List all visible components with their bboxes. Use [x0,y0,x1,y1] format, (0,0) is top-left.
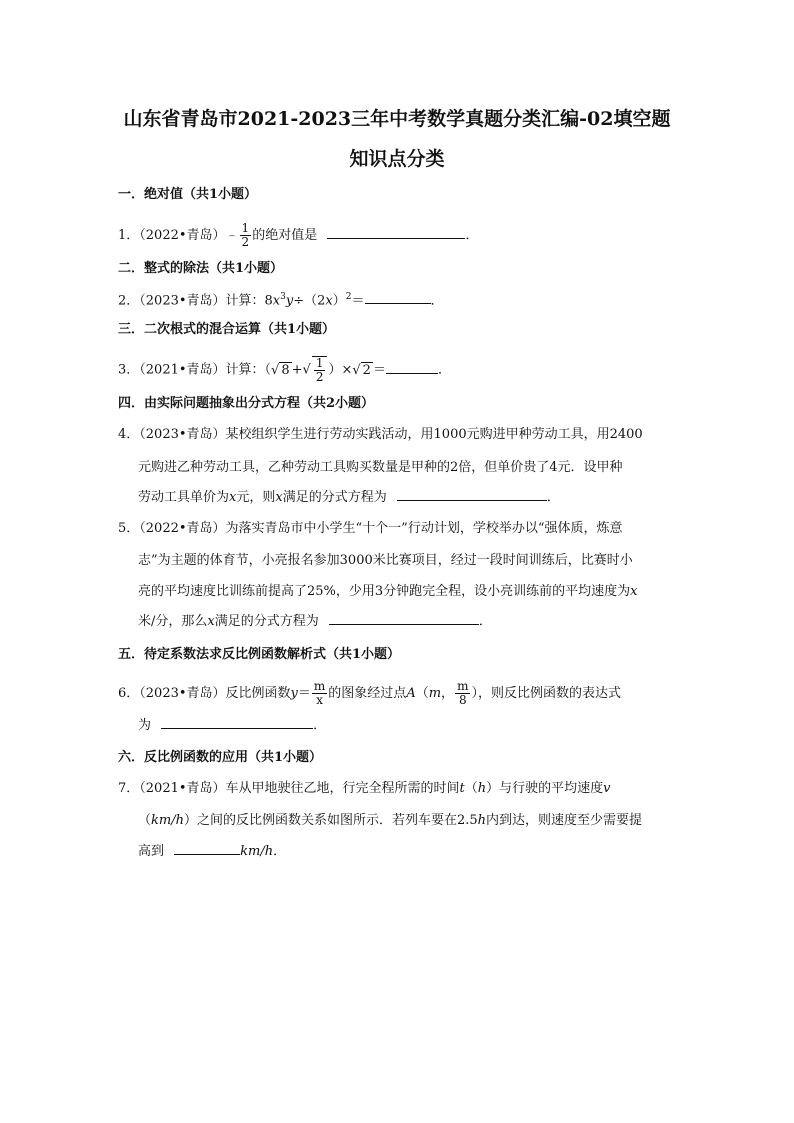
q1-fraction [240,222,252,249]
question-5-line1: 5．（2022•青岛）为落实青岛市中小学生“十个一”行动计划，学校举办以“强体质，炼意 [118,521,623,536]
q5-l4a: 米/分，那么 [138,614,208,629]
q7-var-t: t [459,781,465,796]
q4-end: ． [546,490,560,505]
q7-unit-kmh: km/h [151,813,184,828]
q5-var-x: x [630,584,638,599]
q2-end: ． [430,293,444,309]
q2-var-x: x [272,293,281,309]
section-heading-1: 一．绝对值（共1小题） [118,187,258,202]
question-7-line2 [138,814,642,827]
q3-eq: ＝ [372,362,386,378]
answer-blank-6[interactable] [161,727,313,729]
answer-blank-1[interactable] [327,237,465,239]
question-4-line1: 4．（2023•青岛）某校组织学生进行劳动实践活动，用1000元购进甲种劳动工具，用2400 [118,427,643,442]
question-6-line2 [138,719,326,732]
q7-l3a: 高到 [138,844,165,859]
q7-var-v: v [603,781,611,796]
answer-blank-2[interactable] [365,302,431,304]
q6-comma: ， [441,686,455,701]
section-heading-4: 四．由实际问题抽象出分式方程（共2小题） [118,396,375,411]
question-2 [118,293,444,307]
section-heading-2: 二．整式的除法（共1小题） [118,261,284,276]
q1-frac-num: 1 [241,221,250,235]
question-6-line1 [118,680,621,707]
q7-l1b: （ [464,781,478,796]
section-heading-6: 六．反比例函数的应用（共1小题） [118,750,323,765]
q6-mid: 的图象经过点 [328,686,407,701]
q3-prefix: 3．（2021•青岛）计算：（ [118,362,272,378]
question-4-line2: 元购进乙种劳动工具，乙种劳动工具购买数量是甲种的2倍，但单价贵了4元．设甲种 [138,460,623,475]
question-3 [118,356,451,384]
q2-exp2: 2 [345,292,352,302]
sqrt-half: √ $\frac{1}{2}$ [303,356,329,384]
q1-minus: ﹣ [225,228,239,243]
q1-frac-den: 2 [241,235,250,249]
q4-l3c: 满足的分式方程为 [282,490,387,505]
q6-pden: 8 [458,693,467,707]
answer-blank-3[interactable] [386,372,438,374]
q7-l2c: 内到达，则速度至少需要提 [486,813,643,828]
q3-plus: + [291,362,303,378]
doc-title-line1: 山东省青岛市2021-2023三年中考数学真题分类汇编-02填空题 [123,108,671,130]
answer-blank-7[interactable] [174,853,240,855]
question-5-line2: 志”为主题的体育节，小亮报名参加3000米比赛项目，经过一段时间训练后，比赛时小 [138,553,633,568]
q2-var-x2: x [325,293,333,309]
question-5-line3 [138,585,638,598]
q1-prefix: 1．（2022•青岛） [118,228,226,243]
q7-end: ． [273,844,287,859]
q6-function-fraction [312,680,327,707]
q2-div: ÷（2 [293,293,326,309]
q6-open: （ [415,686,429,701]
q2-eq: ＝ [351,293,365,309]
q3-frac-den: 2 [315,370,324,384]
question-4-line3 [138,491,560,504]
q2-var-y: y [285,293,294,309]
q3-end: ． [437,362,451,378]
question-7-line3 [138,845,286,858]
q6-point-fraction [455,680,470,707]
q6-end: ． [313,718,327,733]
q7-l1a: 7．（2021•青岛）车从甲地驶往乙地，行完全程所需的时间 [118,781,460,796]
q7-l2a: （ [138,813,152,828]
q3-radicand-2: 2 [362,362,371,378]
q4-l3a: 劳动工具单价为 [138,490,230,505]
section-heading-5: 五．待定系数法求反比例函数解析式（共1小题） [118,647,401,662]
q1-suffix: 的绝对值是 [252,228,318,243]
q6-var-y: y [290,686,298,701]
question-5-line4 [138,615,492,628]
q6-fden: x [316,693,323,707]
q6-fnum: m [313,679,326,693]
q6-l2: 为 [138,718,152,733]
q7-l1c: ）与行驶的平均速度 [486,781,604,796]
q4-l3b: 元，则 [236,490,276,505]
doc-title-line2: 知识点分类 [349,148,445,170]
q5-var-x2: x [207,614,215,629]
q3-frac-num: 1 [315,356,324,370]
q2-exp3: 3 [280,292,286,302]
q2-close: ） [332,293,346,309]
q2-prefix: 2．（2023•青岛）计算：8 [118,293,273,309]
q1-end: ． [465,228,479,243]
q6-pnum: m [457,679,469,693]
q6-prefix: 6．（2023•青岛）反比例函数 [118,686,291,701]
answer-blank-4[interactable] [397,499,547,501]
q5-l3a: 亮的平均速度比训练前提高了25%，少用3分钟跑完全程，设小亮训练前的平均速度为 [138,584,631,599]
q5-l4b: 满足的分式方程为 [214,614,319,629]
q5-end: ． [478,614,492,629]
question-1 [118,222,478,249]
q4-var-x: x [229,490,237,505]
sqrt-8: √ 8 [271,362,290,378]
answer-blank-5[interactable] [329,623,479,625]
q6-point-A: A [406,686,416,701]
question-7-line1 [118,782,611,795]
q7-unit-h2: h [477,813,487,828]
q4-var-x2: x [275,490,283,505]
q6-eq: ＝ [297,686,311,701]
q3-fraction [312,356,328,384]
section-heading-3: 三．二次根式的混合运算（共1小题） [118,322,336,337]
q3-radicand-8: 8 [281,362,290,378]
q7-unit-h: h [477,781,487,796]
q3-close: ）× [328,362,353,378]
sqrt-2: √ 2 [352,362,371,378]
q7-unit-kmh2: km/h [240,844,274,859]
q6-var-m: m [428,686,442,701]
q6-tail: ），则反比例函数的表达式 [471,686,621,701]
q7-l2b: ）之间的反比例函数关系如图所示．若列车要在2.5 [183,813,478,828]
